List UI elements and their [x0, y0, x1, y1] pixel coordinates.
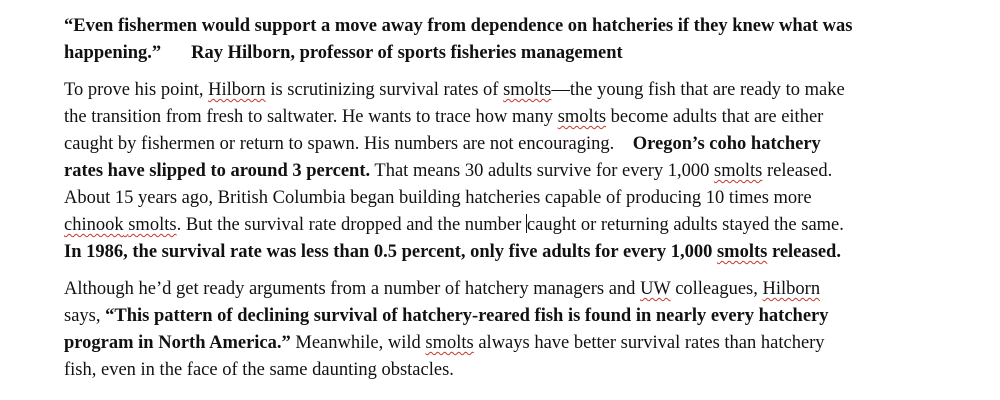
- paragraph-2: [64, 276, 964, 384]
- bold-quote: “This pattern of declining survival of hatchery-reared fish is found in nearly every hatchery: [105, 306, 829, 326]
- spell-flag-smolts[interactable]: smolts: [425, 333, 474, 353]
- pull-quote: [64, 13, 964, 67]
- spell-flag-hilborn[interactable]: Hilborn: [208, 80, 266, 100]
- text-run: says,: [64, 306, 106, 326]
- spell-flag-chinook[interactable]: chinook: [64, 215, 124, 235]
- text-run: colleagues,: [670, 279, 763, 299]
- text-run: —the young fish that are ready to make: [551, 80, 845, 100]
- quote-attribution: Ray Hilborn, professor of sports fisheries management: [191, 43, 623, 63]
- bold-statement: Oregon’s coho hatchery: [632, 134, 821, 154]
- spell-flag-hilborn[interactable]: Hilborn: [762, 279, 821, 299]
- text-run: the transition from fresh to saltwater. He wants to trace how many: [64, 107, 558, 127]
- spell-flag-smolts[interactable]: smolts: [128, 215, 177, 235]
- text-run: To prove his point,: [64, 80, 209, 100]
- spell-flag-uw[interactable]: UW: [640, 279, 671, 299]
- text-run: In 1986, the survival rate was less than 0.5 percent, only five adults for every 1,000: [64, 242, 717, 262]
- text-run: fish, even in the face of the same daunting obstacles.: [64, 360, 454, 380]
- paragraph-1: [64, 77, 964, 266]
- text-run: become adults that are either: [606, 107, 824, 127]
- text-run: About 15 years ago, British Columbia began building hatcheries capable of producing 10 times more: [64, 188, 812, 208]
- quote-text-end: happening.”: [64, 43, 162, 63]
- text-run: always have better survival rates than hatchery: [473, 333, 825, 353]
- text-run: released.: [762, 161, 833, 181]
- spell-flag-smolts[interactable]: smolts: [714, 161, 763, 181]
- text-run: That means 30 adults survive for every 1,000: [370, 161, 715, 181]
- text-run: Although he’d get ready arguments from a number of hatchery managers and: [64, 279, 641, 299]
- text-run: . But the survival rate dropped and the number: [176, 215, 526, 235]
- spell-flag-smolts[interactable]: smolts: [716, 242, 768, 262]
- text-run: caught by fishermen or return to spawn. His numbers are not encouraging.: [64, 134, 615, 154]
- document-body[interactable]: [64, 13, 964, 394]
- text-run: released.: [767, 242, 841, 262]
- spell-flag-smolts[interactable]: smolts: [503, 80, 552, 100]
- spell-flag-smolts[interactable]: smolts: [557, 107, 607, 127]
- bold-statement: rates have slipped to around 3 percent.: [64, 161, 371, 181]
- text-run: Meanwhile, wild: [290, 333, 426, 353]
- spell-flag-chinook-smolts: [64, 215, 177, 235]
- text-run: is scrutinizing survival rates of: [265, 80, 504, 100]
- bold-statement: [64, 242, 841, 262]
- bold-quote: program in North America.”: [64, 333, 291, 353]
- text-run: caught or returning adults stayed the same.: [526, 215, 844, 235]
- quote-text: “Even fishermen would support a move away from dependence on hatcheries if they knew what was: [64, 16, 853, 36]
